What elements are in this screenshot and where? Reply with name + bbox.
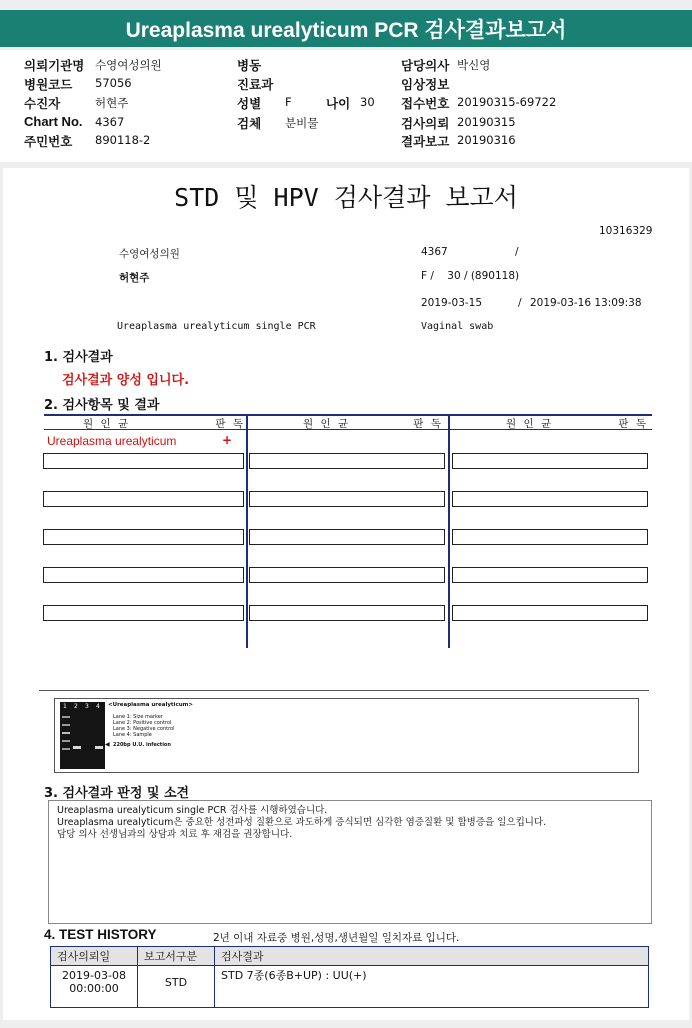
result-box: [43, 605, 244, 621]
patient-value: 허현주: [95, 96, 129, 110]
section1-heading: 1. 검사결과: [44, 350, 113, 365]
gel-lane-2: 2: [74, 703, 78, 710]
institution-value: 수영여성의원: [95, 58, 162, 72]
document-number: 10316329: [599, 225, 653, 237]
receipt-label: 접수번호: [401, 96, 450, 111]
history-date-cell: [51, 966, 138, 1008]
result-box: [452, 567, 648, 583]
institution-label: 의뢰기관명: [24, 58, 85, 73]
history-head-result: 검사결과: [215, 947, 649, 966]
result-box: [43, 491, 244, 507]
history-head-type: 보고서구분: [138, 947, 215, 966]
doctor-label: 담당의사: [401, 58, 450, 73]
result-box: [249, 567, 445, 583]
results-col-head-1: [83, 416, 245, 431]
gel-lane-1: 1: [63, 703, 67, 710]
gel-band: [62, 748, 70, 750]
history-result: STD 7종(6종B+UP) : UU(+): [215, 966, 649, 1008]
opinion-line: Ureaplasma urealyticum single PCR 검사를 시행하였습니다.: [57, 805, 328, 816]
gel-band: [62, 732, 70, 734]
gel-title: <Ureaplasma urealyticum>: [108, 702, 193, 708]
gel-lane-4: 4: [96, 703, 100, 710]
report-specimen: Vaginal swab: [421, 321, 494, 332]
hospital-code-value: 57056: [95, 76, 132, 90]
report-patient: 허현주: [119, 272, 150, 284]
hospital-code-label: 병원코드: [24, 77, 73, 92]
gel-legend-3: Lane 3: Negative control: [113, 726, 175, 732]
section-divider: [39, 690, 649, 691]
result-box: [249, 491, 445, 507]
resident-label: 주민번호: [24, 134, 73, 149]
result-box: [249, 453, 445, 469]
gel-image-box: [54, 698, 639, 773]
gel-lane-3: 3: [85, 703, 89, 710]
gel-legend-1: Lane 1: Size marker: [113, 714, 163, 720]
result-box: [452, 491, 648, 507]
opinion-box: [48, 800, 652, 924]
results-column-divider-1: [246, 414, 248, 648]
positive-pathogen: Ureaplasma urealyticum: [47, 434, 177, 448]
report-sex-age: F / 30 / (890118): [421, 270, 520, 282]
col3-judgement-head: 판 독: [618, 418, 648, 430]
col2-judgement-head: 판 독: [413, 418, 443, 430]
positive-mark: +: [222, 433, 233, 447]
receipt-value: 20190315-69722: [457, 95, 557, 109]
sex-label: 성별: [237, 96, 262, 111]
section4-heading: 4. TEST HISTORY: [44, 927, 157, 942]
history-type: STD: [138, 966, 215, 1008]
section3-heading: 3. 검사결과 판정 및 소견: [44, 786, 190, 801]
report-document: [3, 168, 689, 1020]
results-column-divider-2: [448, 414, 450, 648]
history-head-date: 검사의뢰일: [51, 947, 138, 966]
col3-pathogen-head: 원 인 균: [506, 418, 554, 430]
history-date: 2019-03-08: [62, 969, 126, 982]
chart-label: Chart No.: [24, 114, 83, 129]
history-time: 00:00:00: [69, 982, 119, 995]
results-col-head-3: [506, 416, 648, 431]
col1-pathogen-head: 원 인 균: [83, 418, 131, 430]
patient-info-panel: [0, 50, 692, 162]
ward-label: 병동: [237, 58, 262, 73]
report-label: 결과보고: [401, 134, 450, 149]
history-note: 2년 이내 자료중 병원,성명,생년월일 일치자료 입니다.: [213, 932, 460, 944]
report-chart: 4367: [421, 246, 448, 258]
result-box: [452, 605, 648, 621]
chart-value: 4367: [95, 115, 125, 129]
report-date-received: 2019-03-15: [421, 297, 483, 309]
report-institution: 수영여성의원: [119, 248, 180, 260]
report-value: 20190316: [457, 133, 516, 147]
gel-band-label: 220bp U.U. infection: [113, 742, 171, 748]
gel-band: [62, 724, 70, 726]
document-title: STD 및 HPV 검사결과 보고서: [174, 183, 518, 212]
result-positive-text: 검사결과 양성 입니다.: [62, 373, 190, 388]
result-box: [452, 529, 648, 545]
gel-band: [73, 746, 81, 749]
specimen-label: 검체: [237, 116, 262, 131]
request-value: 20190315: [457, 115, 516, 129]
specimen-value: 분비물: [285, 116, 319, 130]
gel-legend-4: Lane 4: Sample: [113, 732, 152, 738]
patient-label: 수진자: [24, 96, 61, 111]
col2-pathogen-head: 원 인 균: [303, 418, 351, 430]
result-box: [43, 567, 244, 583]
result-box: [43, 529, 244, 545]
opinion-line: Ureaplasma urealyticum은 중요한 성전파성 질환으로 과도하게 증식되면 심각한 염증질환 및 합병증을 일으킵니다.: [57, 817, 547, 828]
col1-judgement-head: 판 독: [215, 418, 245, 430]
history-table-wrap: [50, 946, 649, 1008]
report-title-bar: [0, 10, 692, 47]
history-table: [50, 946, 649, 1008]
gel-arrow-icon: ◀: [105, 741, 110, 748]
gel-band: [95, 746, 103, 749]
report-date-sep: /: [518, 297, 522, 309]
opinion-line: 담당 의사 선생님과의 상담과 치료 후 재검을 권장합니다.: [57, 829, 293, 840]
section2-heading: 2. 검사항목 및 결과: [44, 398, 160, 413]
history-header-row: [51, 947, 649, 966]
doctor-value: 박신영: [457, 58, 491, 72]
report-test-name: Ureaplasma urealyticum single PCR: [117, 321, 316, 332]
gel-legend-2: Lane 2: Positive control: [113, 720, 172, 726]
table-row[interactable]: [51, 966, 649, 1008]
age-value: 30: [360, 95, 375, 109]
age-label: 나이: [326, 96, 351, 111]
result-box: [452, 453, 648, 469]
gel-band: [62, 716, 70, 718]
clinical-label: 임상정보: [401, 77, 450, 92]
result-box: [43, 453, 244, 469]
gel-electrophoresis-image: [60, 702, 105, 769]
result-box: [249, 605, 445, 621]
resident-value: 890118-2: [95, 133, 151, 147]
report-title: Ureaplasma urealyticum PCR 검사결과보고서: [125, 18, 567, 42]
results-col-head-2: [303, 416, 443, 431]
request-label: 검사의뢰: [401, 116, 450, 131]
report-chart-sep: /: [515, 246, 519, 258]
gel-band: [62, 740, 70, 742]
dept-label: 진료과: [237, 77, 274, 92]
result-box: [249, 529, 445, 545]
report-date-reported: 2019-03-16 13:09:38: [530, 297, 642, 309]
sex-value: F: [285, 95, 292, 109]
